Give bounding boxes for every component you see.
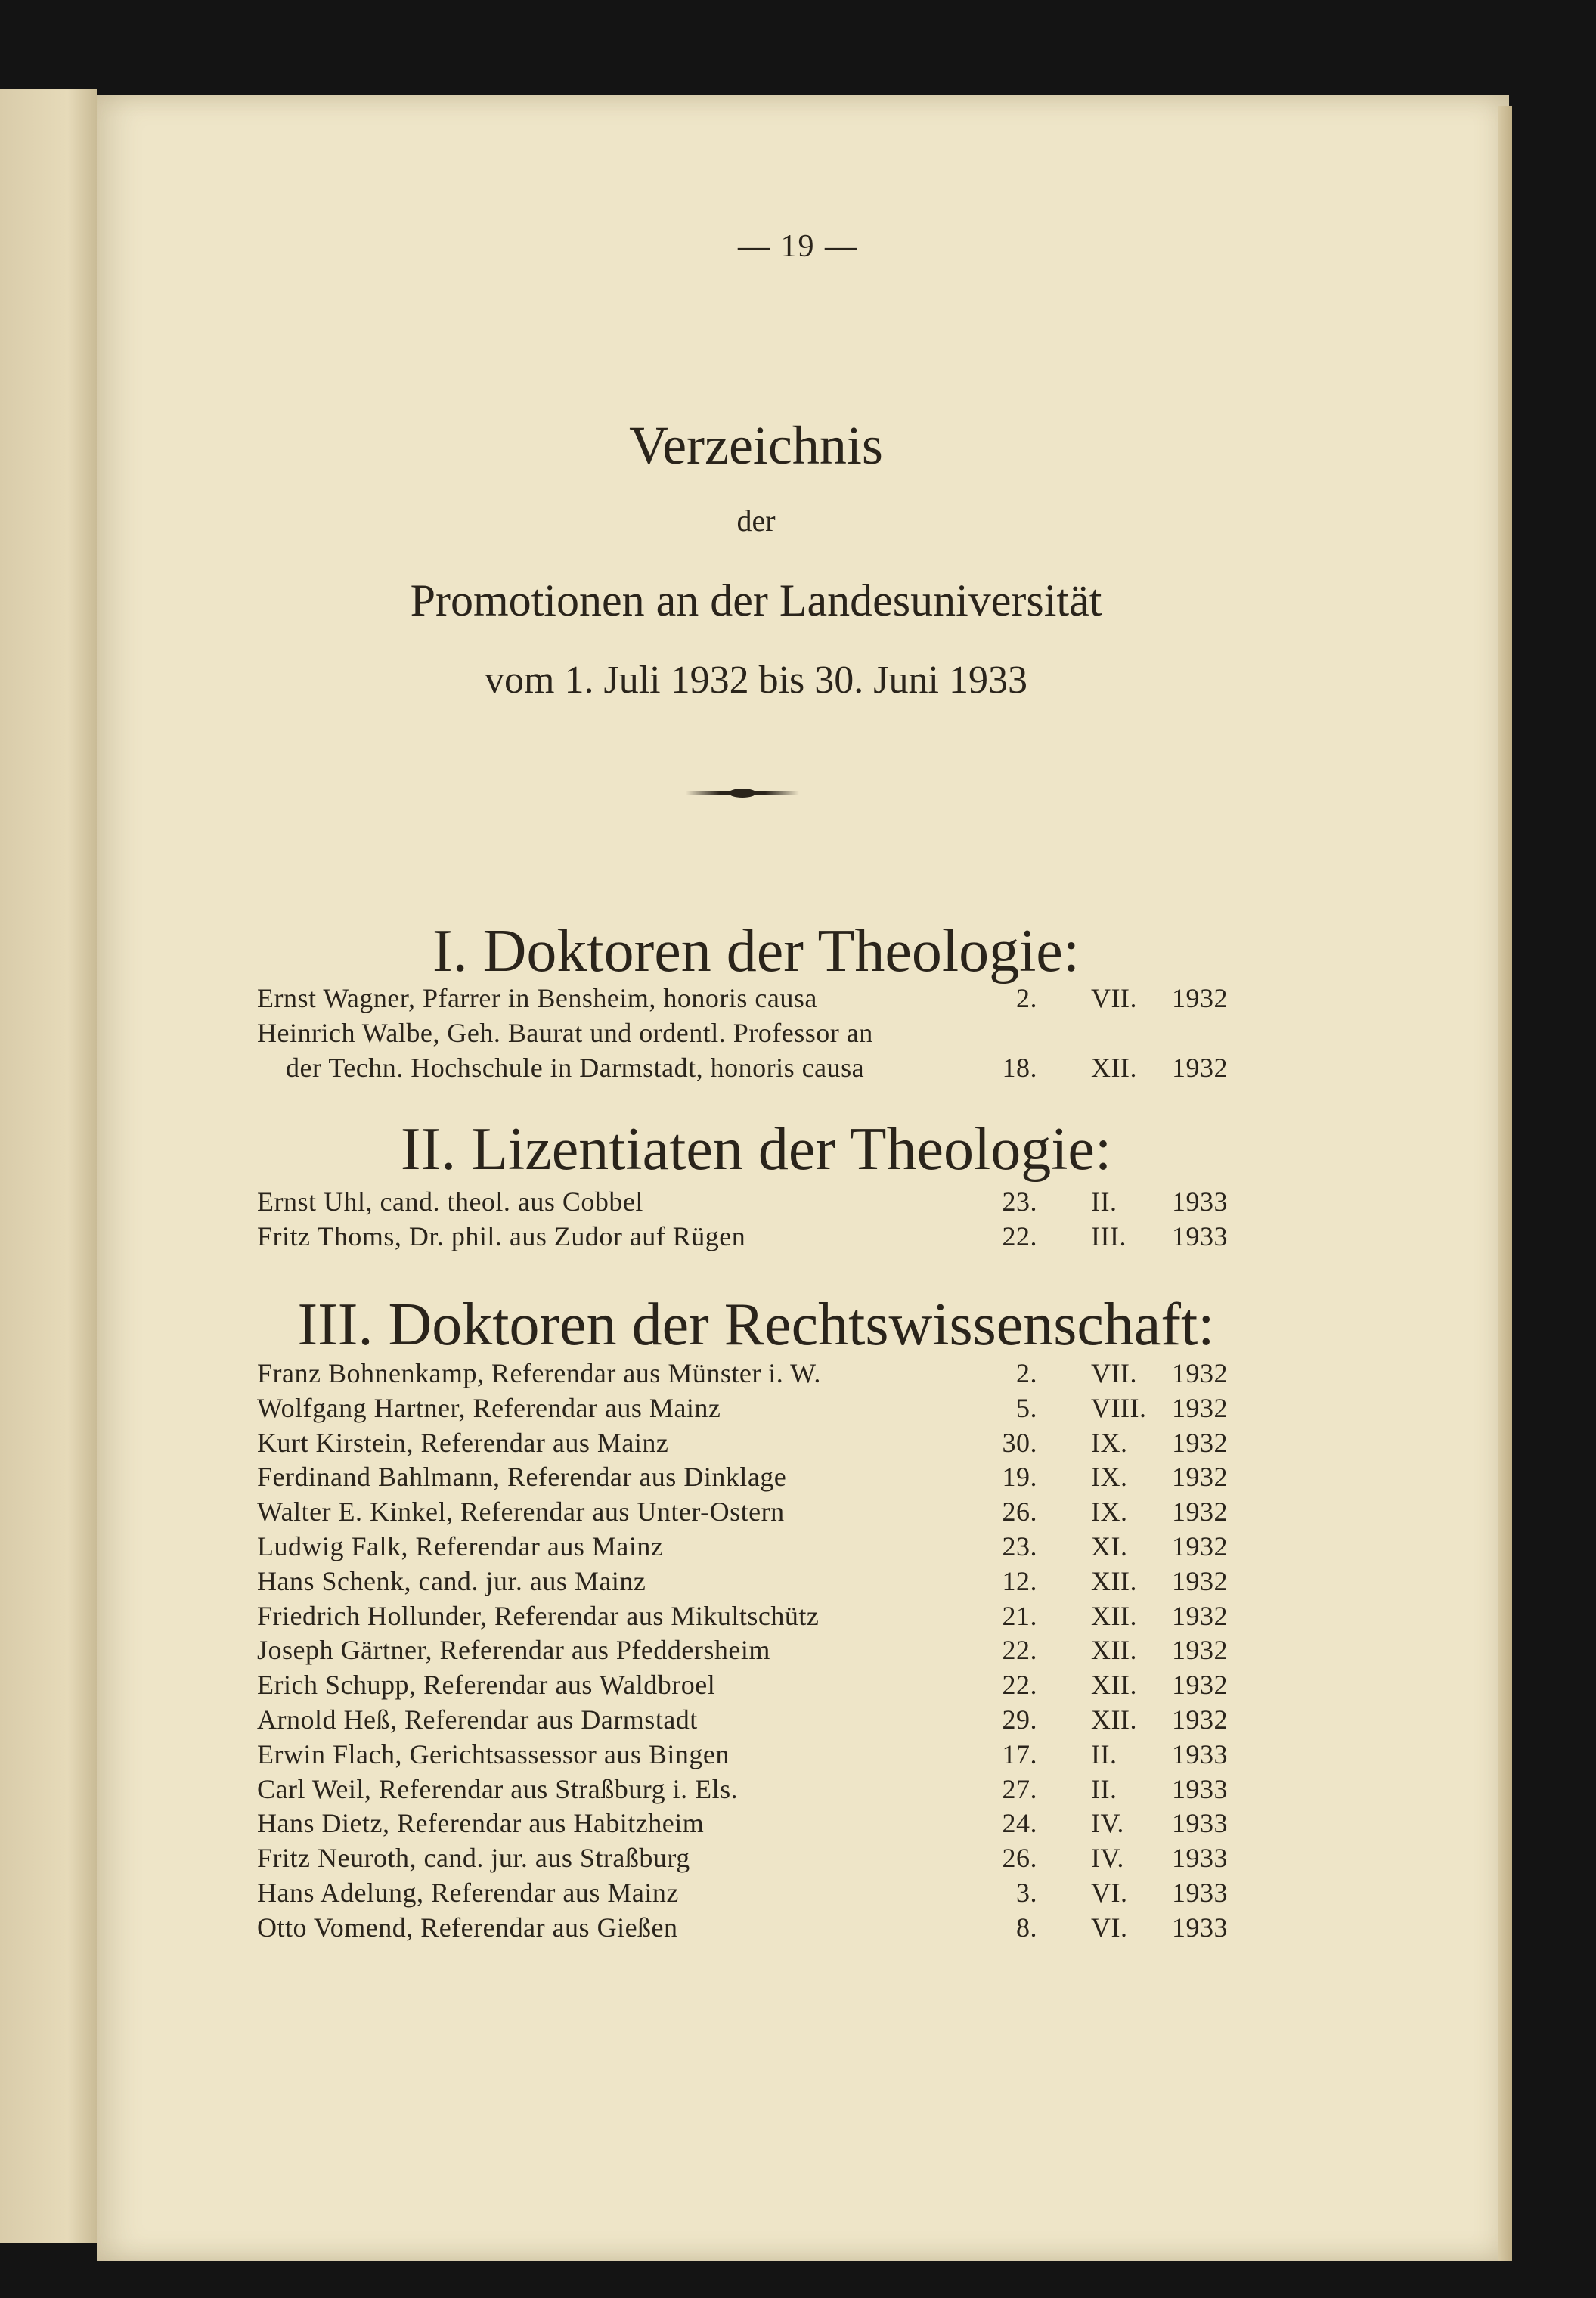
list-item: [257, 1564, 1240, 1599]
entry-day: 30.: [1002, 1428, 1037, 1458]
entry-year: 1932: [1172, 1531, 1228, 1561]
entry-month: VIII.: [1091, 1393, 1147, 1423]
entry-year: 1933: [1172, 1186, 1228, 1217]
list-item: [257, 1050, 1240, 1085]
entry-name: Fritz Thoms, Dr. phil. aus Zudor auf Rügen: [257, 1221, 746, 1251]
entry-name: Hans Dietz, Referendar aus Habitzheim: [257, 1808, 705, 1838]
entry-year: 1933: [1172, 1739, 1228, 1769]
entry-name: Heinrich Walbe, Geh. Baurat und ordentl. Professor an: [257, 1018, 873, 1048]
entry-name: Ernst Uhl, cand. theol. aus Cobbel: [257, 1186, 643, 1217]
entry-day: 26.: [1002, 1496, 1037, 1527]
section-heading: I. Doktoren der Theologie:: [432, 918, 1080, 985]
entry-month: VI.: [1091, 1912, 1128, 1943]
list-item: [257, 1016, 1240, 1050]
list-item: [257, 1702, 1240, 1737]
entry-day: 23.: [1002, 1531, 1037, 1561]
entry-year: 1933: [1172, 1808, 1228, 1838]
list-item: [257, 1529, 1240, 1564]
entry-name: Ludwig Falk, Referendar aus Mainz: [257, 1531, 664, 1561]
page-number: — 19 —: [738, 229, 858, 264]
entry-year: 1933: [1172, 1774, 1228, 1804]
entry-year: 1933: [1172, 1912, 1228, 1943]
list-item: [257, 1425, 1240, 1460]
entry-month: II.: [1091, 1739, 1117, 1769]
entry-name: Otto Vomend, Referendar aus Gießen: [257, 1912, 678, 1943]
entry-name: Hans Schenk, cand. jur. aus Mainz: [257, 1566, 646, 1596]
entry-name: Erwin Flach, Gerichtsassessor aus Bingen: [257, 1739, 730, 1769]
entry-month: XI.: [1091, 1531, 1128, 1561]
entry-year: 1932: [1172, 1358, 1228, 1388]
list-item: [257, 1806, 1240, 1841]
entry-day: 24.: [1002, 1808, 1037, 1838]
entry-year: 1932: [1172, 1635, 1228, 1665]
entry-day: 26.: [1002, 1843, 1037, 1873]
entry-year: 1932: [1172, 1053, 1228, 1083]
entry-year: 1932: [1172, 1601, 1228, 1631]
entry-year: 1932: [1172, 1393, 1228, 1423]
section-heading: II. Lizentiaten der Theologie:: [400, 1116, 1112, 1183]
entry-month: II.: [1091, 1774, 1117, 1804]
entry-name: Hans Adelung, Referendar aus Mainz: [257, 1878, 679, 1908]
entry-name: Arnold Heß, Referendar aus Darmstadt: [257, 1704, 698, 1735]
entry-year: 1933: [1172, 1878, 1228, 1908]
entry-day: 3.: [1016, 1878, 1037, 1908]
list-item: [257, 1599, 1240, 1633]
list-item: [257, 1667, 1240, 1702]
entry-year: 1933: [1172, 1843, 1228, 1873]
entry-month: VII.: [1091, 983, 1137, 1013]
entry-year: 1932: [1172, 1428, 1228, 1458]
entry-day: 22.: [1002, 1221, 1037, 1251]
entry-name: Carl Weil, Referendar aus Straßburg i. Els.: [257, 1774, 739, 1804]
ornamental-rule: [686, 791, 799, 795]
section-heading: III. Doktoren der Rechtswissenschaft:: [297, 1292, 1215, 1358]
entry-name: Wolfgang Hartner, Referendar aus Mainz: [257, 1393, 721, 1423]
entry-month: XII.: [1091, 1566, 1137, 1596]
entry-month: XII.: [1091, 1053, 1137, 1083]
list-item: [257, 1219, 1240, 1254]
entry-year: 1932: [1172, 1704, 1228, 1735]
list-item: [257, 1633, 1240, 1667]
entry-day: 29.: [1002, 1704, 1037, 1735]
entry-month: XII.: [1091, 1670, 1137, 1700]
list-item: [257, 1875, 1240, 1910]
entry-name: Friedrich Hollunder, Referendar aus Mikultschütz: [257, 1601, 820, 1631]
entry-year: 1932: [1172, 1496, 1228, 1527]
entry-day: 18.: [1002, 1053, 1037, 1083]
title-date-range: vom 1. Juli 1932 bis 30. Juni 1933: [485, 659, 1027, 702]
entry-name: Ferdinand Bahlmann, Referendar aus Dinklage: [257, 1462, 787, 1492]
entry-name: Franz Bohnenkamp, Referendar aus Münster i. W.: [257, 1358, 821, 1388]
entry-day: 12.: [1002, 1566, 1037, 1596]
entry-month: IX.: [1091, 1496, 1128, 1527]
entry-month: IV.: [1091, 1843, 1124, 1873]
entry-month: IV.: [1091, 1808, 1124, 1838]
entry-year: 1932: [1172, 1670, 1228, 1700]
list-item: [257, 981, 1240, 1016]
entry-day: 22.: [1002, 1635, 1037, 1665]
entry-day: 17.: [1002, 1739, 1037, 1769]
list-item: [257, 1459, 1240, 1494]
title-der: der: [736, 504, 776, 538]
entry-day: 19.: [1002, 1462, 1037, 1492]
entry-name: Erich Schupp, Referendar aus Waldbroel: [257, 1670, 716, 1700]
entry-day: 22.: [1002, 1670, 1037, 1700]
entry-year: 1932: [1172, 983, 1228, 1013]
entry-month: III.: [1091, 1221, 1126, 1251]
entry-day: 23.: [1002, 1186, 1037, 1217]
entry-month: VII.: [1091, 1358, 1137, 1388]
entry-month: XII.: [1091, 1704, 1137, 1735]
list-item: [257, 1494, 1240, 1529]
list-item: [257, 1184, 1240, 1219]
entry-name: der Techn. Hochschule in Darmstadt, honoris causa: [257, 1053, 865, 1083]
entry-month: IX.: [1091, 1462, 1128, 1492]
entry-month: IX.: [1091, 1428, 1128, 1458]
entry-name: Ernst Wagner, Pfarrer in Bensheim, honoris causa: [257, 983, 817, 1013]
title-promotionen: Promotionen an der Landesuniversität: [410, 575, 1102, 625]
entry-year: 1932: [1172, 1462, 1228, 1492]
entry-month: XII.: [1091, 1635, 1137, 1665]
list-item: [257, 1772, 1240, 1806]
entry-name: Fritz Neuroth, cand. jur. aus Straßburg: [257, 1843, 690, 1873]
entry-day: 21.: [1002, 1601, 1037, 1631]
entry-year: 1932: [1172, 1566, 1228, 1596]
entry-name: Kurt Kirstein, Referendar aus Mainz: [257, 1428, 669, 1458]
entry-month: VI.: [1091, 1878, 1128, 1908]
list-item: [257, 1356, 1240, 1391]
entry-month: XII.: [1091, 1601, 1137, 1631]
entry-day: 8.: [1016, 1912, 1037, 1943]
entry-day: 27.: [1002, 1774, 1037, 1804]
entry-name: Joseph Gärtner, Referendar aus Pfeddersheim: [257, 1635, 770, 1665]
entry-month: II.: [1091, 1186, 1117, 1217]
entry-day: 5.: [1016, 1393, 1037, 1423]
entry-year: 1933: [1172, 1221, 1228, 1251]
list-item: [257, 1391, 1240, 1425]
entry-name: Walter E. Kinkel, Referendar aus Unter-Ostern: [257, 1496, 785, 1527]
title-verzeichnis: Verzeichnis: [629, 415, 883, 476]
list-item: [257, 1841, 1240, 1875]
list-item: [257, 1910, 1240, 1945]
list-item: [257, 1737, 1240, 1772]
entry-day: 2.: [1016, 1358, 1037, 1388]
entry-day: 2.: [1016, 983, 1037, 1013]
